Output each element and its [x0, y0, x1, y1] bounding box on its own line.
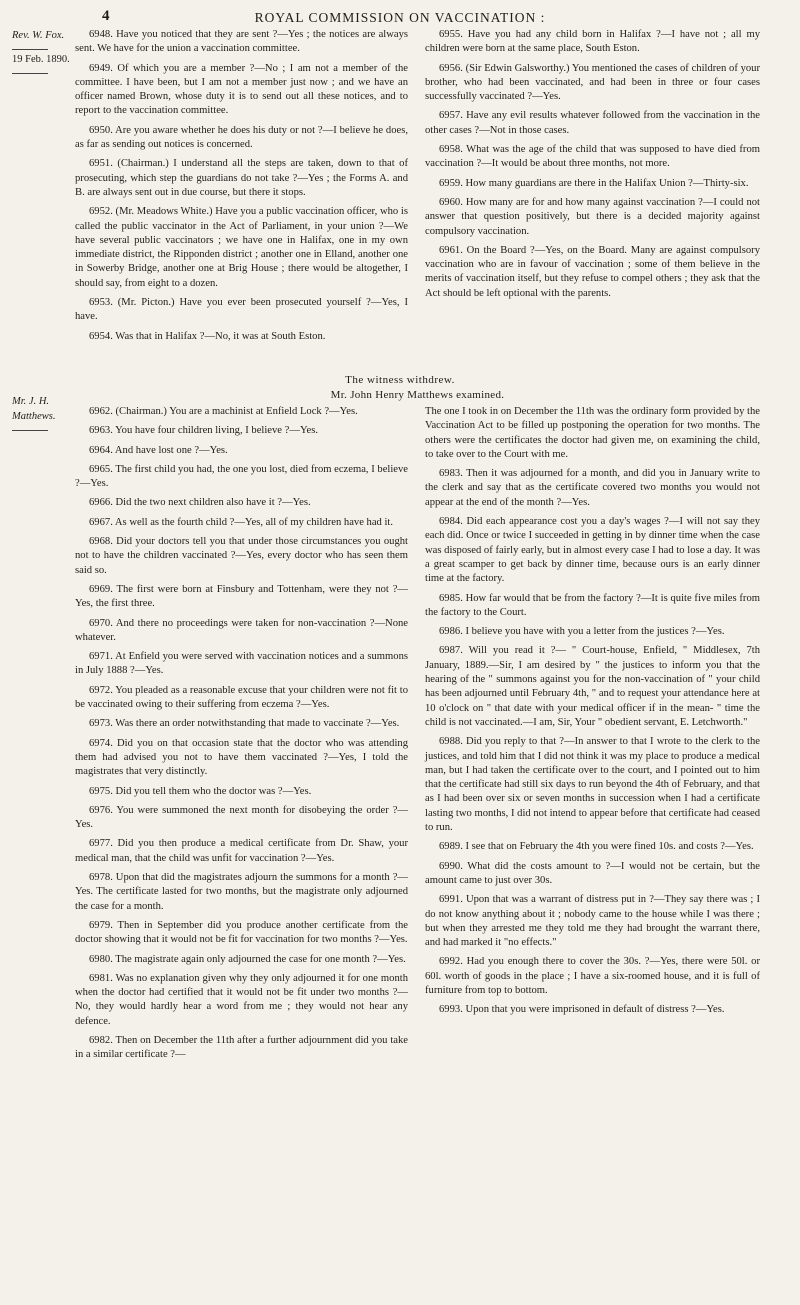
qa-paragraph: 6966. Did the two next children also have it ?—Yes.	[89, 497, 311, 509]
page-number: 4	[102, 8, 110, 24]
qa-paragraph: 6954. Was that in Halifax ?—No, it was at South Eston.	[89, 330, 326, 342]
witness-withdrew-line: The witness withdrew.	[345, 374, 455, 386]
qa-paragraph: 6958. What was the age of the child that was supposed to have died from vaccination ?—It would be about three months, not more.	[425, 144, 760, 170]
qa-paragraph: 6973. Was there an order notwithstanding that made to vaccinate ?—Yes.	[89, 718, 400, 730]
margin-witness-2-name: Mr. J. H.	[12, 396, 50, 407]
qa-paragraph: 6959. How many guardians are there in the Halifax Union ?—Thirty-six.	[439, 177, 749, 189]
margin-witness-2	[12, 394, 55, 431]
margin-rule	[12, 430, 48, 431]
qa-paragraph: The one I took in on December the 11th was the ordinary form provided by the Vaccination Act to be filled up postponing the operation for two months. The others were the certificates the doctor had given me, on examining the child, to take over to the Court with me.	[425, 406, 760, 460]
qa-paragraph: 6955. Have you had any child born in Halifax ?—I have not ; all my children were born at the same place, South Eston.	[425, 29, 760, 55]
qa-paragraph: 6961. On the Board ?—Yes, on the Board. Many are against compulsory vaccination who are in favour of vaccination ; some of them believe in the merits of vaccination itself, but they refuse to compel others ; they ask that the Act should be left optional with the parents.	[425, 244, 760, 299]
top-right-column	[425, 28, 760, 373]
qa-paragraph: 6993. Upon that you were imprisoned in default of distress ?—Yes.	[439, 1004, 725, 1016]
qa-paragraph: 6956. (Sir Edwin Galsworthy.) You mentioned the cases of children of your brother, who had been vaccinated, and had been in three or four cases successfully vaccinated ?—Yes.	[425, 62, 760, 103]
qa-paragraph: 6977. Did you then produce a medical certificate from Dr. Shaw, your medical man, that the child was unfit for vaccination ?—Yes.	[75, 838, 408, 864]
top-left-column	[75, 28, 408, 373]
margin-witness-1-name: Rev. W. Fox.	[12, 30, 65, 41]
bottom-right-column	[425, 405, 760, 1285]
qa-paragraph: 6949. Of which you are a member ?—No ; I am not a member of the committee. I have been, but I am not a member just now ; and we have an officer named Brown, whose duty it is to send out all these notices, and to report to the vaccination committee.	[75, 62, 408, 117]
margin-rule	[12, 49, 48, 50]
qa-paragraph: 6972. You pleaded as a reasonable excuse that your children were not fit to be vaccinated owing to their suffering from eczema ?—Yes.	[75, 684, 408, 711]
qa-paragraph: 6986. I believe you have with you a letter from the justices ?—Yes.	[439, 626, 725, 638]
qa-paragraph: 6990. What did the costs amount to ?—I would not be certain, but the amount came to just over 30s.	[425, 860, 760, 886]
qa-paragraph: 6960. How many are for and how many against vaccination ?—I could not answer that question positively, but there is a decided majority against compulsory vaccination.	[425, 196, 760, 237]
margin-witness-1	[12, 28, 70, 74]
witness-examined-heading: Mr. John Henry Matthews examined.	[330, 389, 505, 401]
qa-paragraph: 6963. You have four children living, I believe ?—Yes.	[89, 425, 319, 437]
qa-paragraph: 6974. Did you on that occasion state that the doctor who was attending them had advised you not to have them vaccinated ?—Yes, I told the magistrates that very distinctly.	[75, 737, 408, 778]
qa-paragraph: 6984. Did each appearance cost you a day's wages ?—I will not say they each did. Once or twice I succeeded in getting in by dinner time when the case was disposed of fairly early, but in almost every case I had to lose a day. It was a great scamper to get back by dinner time, because ours is an early dinner time at the factory.	[425, 516, 760, 585]
qa-paragraph: 6952. (Mr. Meadows White.) Have you a public vaccination officer, who is called the public vaccinator in the Act of Parliament, in your union ?—We have several public vaccinators ; we have one in Halifax, one in my own immediate district, the Ripponden district ; another one in Elland, another one in Sowerby Bridge, another one at Brig House ; there would be altogether, I should say, from eight to a dozen.	[75, 206, 408, 289]
margin-date: 19 Feb. 1890.	[12, 54, 70, 65]
qa-paragraph: 6951. (Chairman.) I understand all the steps are taken, down to that of prosecuting, which step the guardians do not take ?—Yes ; the Forms A. and B. are always sent out in due course, but there it stops.	[75, 158, 408, 198]
qa-paragraph: 6985. How far would that be from the factory ?—It is quite five miles from the factory to the Court.	[425, 592, 760, 618]
qa-paragraph: 6964. And have lost one ?—Yes.	[89, 444, 228, 456]
qa-paragraph: 6967. As well as the fourth child ?—Yes, all of my children have had it.	[89, 516, 394, 528]
qa-paragraph: 6988. Did you reply to that ?—In answer to that I wrote to the clerk to the justices, and told him that I did not think it was my place to produce a medical man, but I had taken the certificate over to the court, and I pointed out to him that the certificate had still six days to run beyond the 4th of February, and that as I had been over six or seven months in succession when I had a certificate lasting two months, I did not intend to appear before that certificate had ceased to run.	[425, 736, 760, 834]
qa-paragraph: 6971. At Enfield you were served with vaccination notices and a summons in July 1888 ?—Yes.	[75, 651, 408, 677]
page-header	[0, 6, 800, 28]
qa-paragraph: 6989. I see that on February the 4th you were fined 10s. and costs ?—Yes.	[439, 841, 754, 853]
qa-paragraph: 6987. Will you read it ?— " Court-house, Enfield, " Middlesex, 7th January, 1889.—Sir, I am desired by " the justices to inform you that the hearing of the " summons against you for the non-vaccination of " your child has been adjourned until February 4th, " and to request your attendance here at 10 o'clock on " that date with your medical officer if in the mean- " time the child is not vaccinated.—I am, Sir, Your " obedient servant, E. Letchworth."	[425, 645, 760, 728]
qa-paragraph: 6957. Have any evil results whatever followed from the vaccination in the other cases ?—Not in those cases.	[425, 110, 760, 136]
qa-paragraph: 6991. Upon that was a warrant of distress put in ?—They say there was ; I do not know anything about it ; nobody came to the house while I was there ; but when they arrested me they told me they had brought the warrant there, and had marked it "no effects."	[425, 894, 760, 949]
qa-paragraph: 6978. Upon that did the magistrates adjourn the summons for a month ?—Yes. The certificate lasted for two months, but the magistrate only adjourned the case for a month.	[75, 872, 408, 912]
qa-paragraph: 6948. Have you noticed that they are sent ?—Yes ; the notices are always sent. We have for the union a vaccination committee.	[75, 29, 408, 55]
qa-paragraph: 6992. Had you enough there to cover the 30s. ?—Yes, there were 50l. or 60l. worth of goods in the place ; I have a six-roomed house, and it is full of furniture from top to bottom.	[425, 956, 760, 996]
qa-paragraph: 6968. Did your doctors tell you that under those circumstances you ought not to have the children vaccinated ?—Yes, every doctor who has seen them said so.	[75, 536, 408, 576]
qa-paragraph: 6982. Then on December the 11th after a further adjournment did you take in a similar certificate ?—	[75, 1034, 408, 1061]
qa-paragraph: 6962. (Chairman.) You are a machinist at Enfield Lock ?—Yes.	[89, 406, 358, 417]
running-title: ROYAL COMMISSION ON VACCINATION :	[254, 10, 546, 25]
qa-paragraph: 6980. The magistrate again only adjourned the case for one month ?—Yes.	[89, 953, 406, 965]
qa-paragraph: 6979. Then in September did you produce another certificate from the doctor showing that it would not be fit for vaccination for two months ?—Yes.	[75, 919, 408, 946]
qa-paragraph: 6975. Did you tell them who the doctor was ?—Yes.	[89, 785, 312, 797]
qa-paragraph: 6970. And there no proceedings were taken for non-vaccination ?—None whatever.	[75, 617, 408, 643]
qa-paragraph: 6983. Then it was adjourned for a month, and did you in January write to the clerk and say that as the certificate covered two months you would not appear at the end of the month ?—Yes.	[425, 468, 760, 508]
qa-paragraph: 6965. The first child you had, the one you lost, died from eczema, I believe ?—Yes.	[75, 463, 408, 490]
qa-paragraph: 6981. Was no explanation given why they only adjourned it for one month when the doctor had certified that it would not be fit under two months ?—No, they would hardly hear a word from me ; they would not hear any defence.	[75, 972, 408, 1027]
qa-paragraph: 6976. You were summoned the next month for disobeying the order ?—Yes.	[75, 804, 408, 831]
margin-witness-2-name-line2: Matthews.	[12, 411, 56, 422]
qa-paragraph: 6953. (Mr. Picton.) Have you ever been prosecuted yourself ?—Yes, I have.	[75, 297, 408, 323]
margin-rule	[12, 73, 48, 74]
qa-paragraph: 6969. The first were born at Finsbury and Tottenham, were they not ?—Yes, the first three.	[75, 583, 408, 610]
bottom-left-column	[75, 405, 408, 1285]
qa-paragraph: 6950. Are you aware whether he does his duty or not ?—I believe he does, as far as sending out notices is concerned.	[75, 124, 408, 151]
